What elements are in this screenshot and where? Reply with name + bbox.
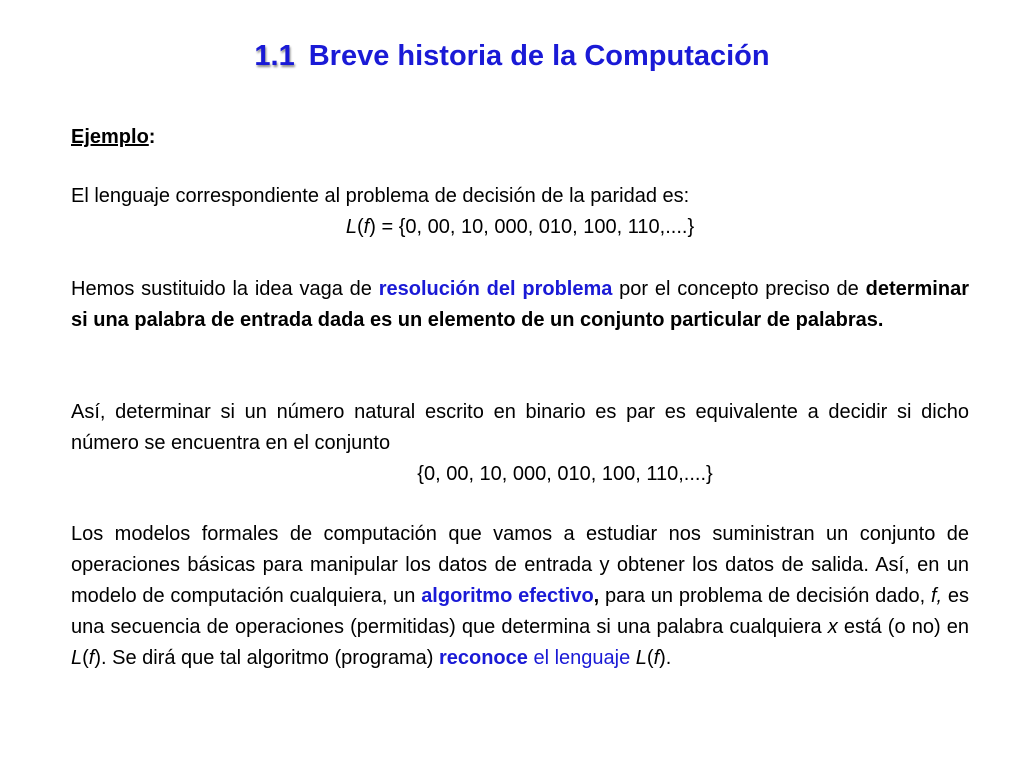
models-f: f, — [930, 585, 943, 607]
example-word: Ejemplo — [71, 126, 149, 148]
title-text: Breve historia de la Computación — [308, 40, 770, 72]
example-colon: : — [148, 126, 156, 148]
the-language: el lenguaje — [527, 647, 636, 669]
concept-highlight: resolución del problema — [378, 278, 613, 300]
paragraph-binary — [71, 397, 969, 490]
models-text-1: Los modelos formales de computación que vamos a estudiar nos suministran un conjunto de operaciones básicas para manipular los datos de entrada y obtener los datos de salida. Así, en un modelo de computación cualquiera, un — [71, 523, 969, 607]
formula-l: L — [345, 216, 357, 238]
models-f2: f — [88, 647, 95, 669]
models-paren-1: ( — [82, 647, 89, 669]
binary-text: Así, determinar si un número natural escrito en binario es par es equivalente a decidir si dicho número se encuentra en el conjunto — [71, 401, 969, 454]
formula-f: f — [363, 216, 370, 238]
paragraph-concept — [71, 274, 969, 336]
example-label — [71, 122, 969, 153]
models-f3: f — [653, 647, 660, 669]
formula-paren: ( — [357, 216, 364, 238]
models-text-4: está (o no) en — [837, 616, 969, 638]
models-l1: L — [71, 647, 83, 669]
paragraph-models — [71, 519, 969, 674]
formula-set: ) = {0, 00, 10, 000, 010, 100, 110,....} — [369, 216, 695, 238]
models-text-2: para un problema de decisión dado, — [599, 585, 931, 607]
language-formula — [71, 212, 969, 243]
models-x: x — [827, 616, 838, 638]
models-text-5: ). Se dirá que tal algoritmo (programa) — [94, 647, 439, 669]
algorithm-effective: algoritmo efectivo — [421, 585, 594, 607]
section-number: 1.1 — [254, 40, 295, 72]
concept-bold: determinar si una palabra de entrada dada es un elemento de un conjunto particular de palabras. — [71, 278, 969, 331]
models-comma: , — [593, 585, 600, 607]
models-l2: L — [635, 647, 647, 669]
models-text-3: es una secuencia de operaciones (permitidas) que determina si una palabra cualquiera — [71, 585, 969, 638]
language-sentence: El lenguaje correspondiente al problema de decisión de la paridad es: — [71, 185, 690, 207]
slide-title — [0, 40, 1024, 73]
concept-text-2: por el concepto preciso de — [612, 278, 866, 300]
models-text-6: ). — [659, 647, 672, 669]
recognizes-word: reconoce — [438, 647, 528, 669]
binary-set: {0, 00, 10, 000, 010, 100, 110,....} — [417, 463, 713, 485]
concept-text-1: Hemos sustituido la idea vaga de — [71, 278, 379, 300]
paragraph-language — [71, 181, 969, 243]
models-paren-2: ( — [646, 647, 654, 669]
